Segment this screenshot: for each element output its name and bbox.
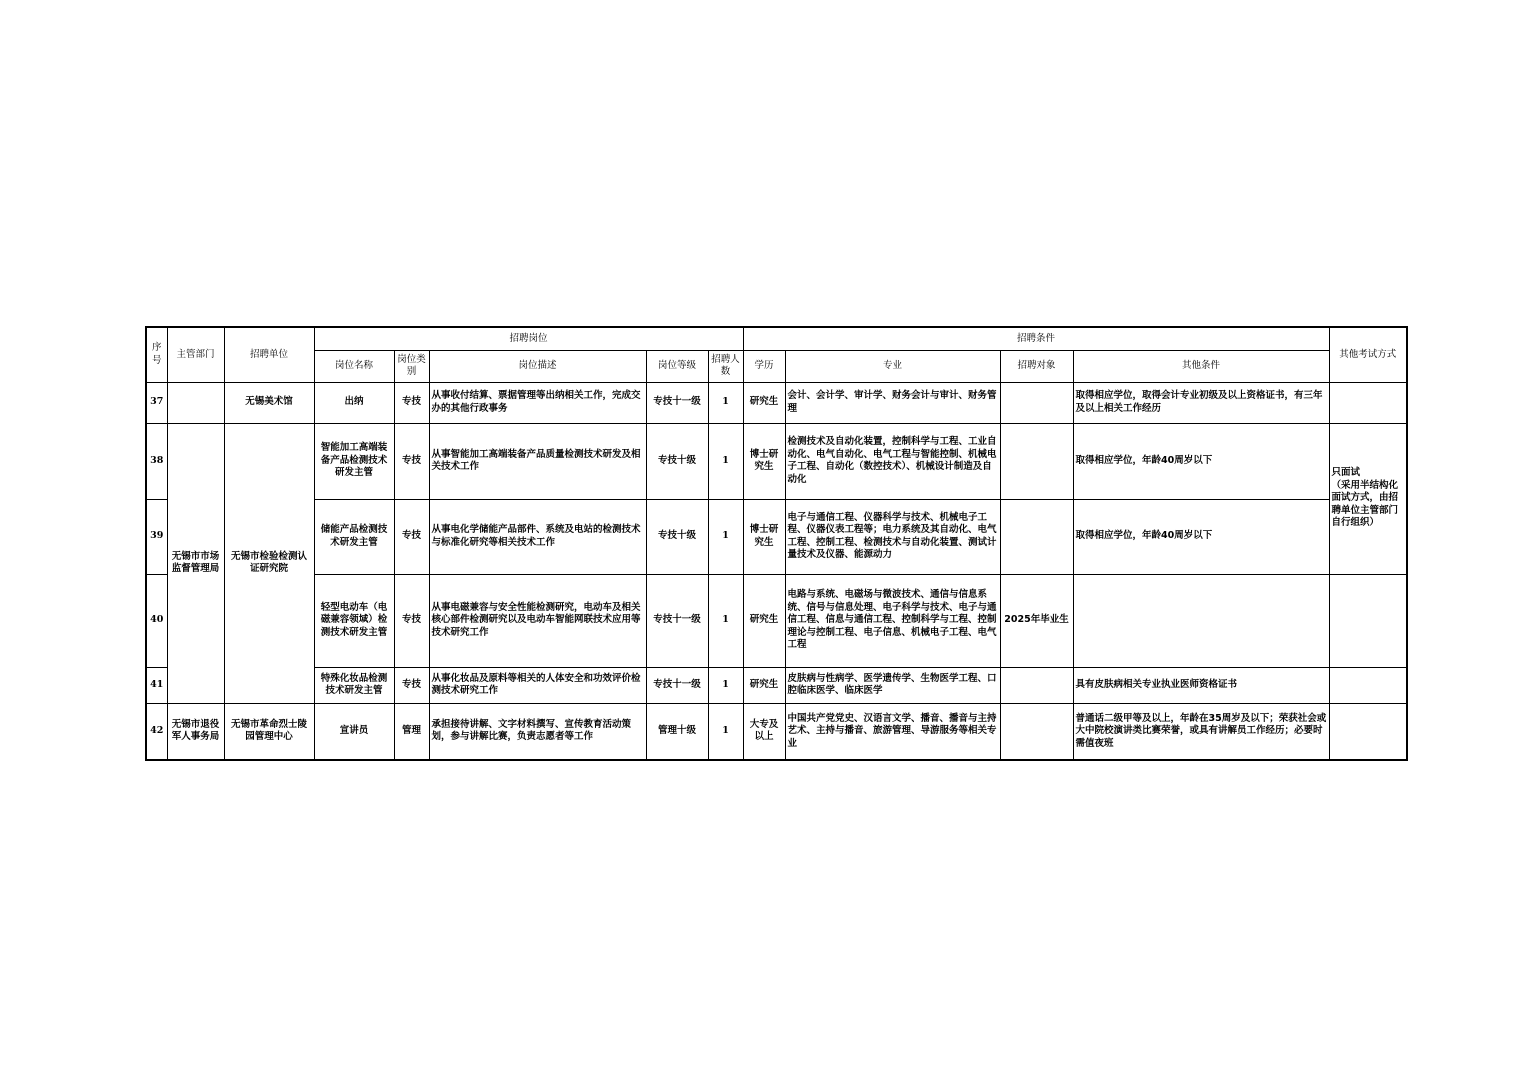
header-post-level: 岗位等级 [646,350,708,382]
row-dept [167,382,224,423]
row-edu: 博士研究生 [743,423,785,499]
row-other-cond: 具有皮肤病相关专业执业医师资格证书 [1073,667,1329,703]
header-post-name: 岗位名称 [314,350,394,382]
row-target [1000,703,1073,760]
row-edu: 研究生 [743,667,785,703]
row-target [1000,499,1073,574]
header-target: 招聘对象 [1000,350,1073,382]
row-other-cond: 取得相应学位，年龄40周岁以下 [1073,499,1329,574]
row-edu: 博士研究生 [743,499,785,574]
row-post-type: 管理 [394,703,429,760]
row-post-desc: 从事智能加工高端装备产品质量检测技术研发及相关技术工作 [429,423,646,499]
header-post-desc: 岗位描述 [429,350,646,382]
row-other-cond: 取得相应学位，年龄40周岁以下 [1073,423,1329,499]
row-post-desc: 从事化妆品及原料等相关的人体安全和功效评价检测技术研究工作 [429,667,646,703]
row-major: 皮肤病与性病学、医学遗传学、生物医学工程、口腔临床医学、临床医学 [785,667,1000,703]
row-edu: 大专及以上 [743,703,785,760]
exam-merged-cell [1329,423,1407,574]
row-other-exam [1329,574,1407,667]
header-post-type: 岗位类别 [394,350,429,382]
row-post-count: 1 [708,382,743,423]
header-major: 专业 [785,350,1000,382]
header-unit: 招聘单位 [224,327,314,382]
row-post-level: 专技十一级 [646,667,708,703]
row-post-name: 轻型电动车（电磁兼容领域）检测技术研发主管 [314,574,394,667]
table-header [146,327,1407,382]
row-post-name: 出纳 [314,382,394,423]
table-row [146,703,1407,760]
row-post-level: 管理十级 [646,703,708,760]
row-other-exam [1329,667,1407,703]
row-post-name: 储能产品检测技术研发主管 [314,499,394,574]
row-post-level: 专技十一级 [646,574,708,667]
row-target [1000,423,1073,499]
row-major: 检测技术及自动化装置，控制科学与工程、工业自动化、电气自动化、电气工程与智能控制、机械电子工程、自动化（数控技术）、机械设计制造及自动化 [785,423,1000,499]
row-seq: 39 [146,499,167,574]
table-row [146,382,1407,423]
unit-merged-cell: 无锡市检验检测认证研究院 [224,423,314,703]
row-post-level: 专技十级 [646,499,708,574]
header-other-exam: 其他考试方式 [1329,327,1407,382]
row-post-name: 宣讲员 [314,703,394,760]
row-post-type: 专技 [394,499,429,574]
row-dept: 无锡市退役军人事务局 [167,703,224,760]
header-edu: 学历 [743,350,785,382]
row-edu: 研究生 [743,382,785,423]
header-other-cond: 其他条件 [1073,350,1329,382]
dept-merged-cell: 无锡市市场监督管理局 [167,423,224,703]
header-seq: 序号 [146,327,167,382]
row-other-cond [1073,574,1329,667]
row-post-type: 专技 [394,382,429,423]
row-post-type: 专技 [394,667,429,703]
row-seq: 42 [146,703,167,760]
row-major: 中国共产党党史、汉语言文学、播音、播音与主持艺术、主持与播音、旅游管理、导游服务等相关专业 [785,703,1000,760]
row-post-name: 智能加工高端装备产品检测技术研发主管 [314,423,394,499]
header-cond-group: 招聘条件 [743,327,1329,350]
row-post-count: 1 [708,499,743,574]
exam-merged-text: 只面试 （采用半结构化面试方式，由招聘单位主管部门自行组织） [1331,467,1399,529]
row-other-cond: 取得相应学位，取得会计专业初级及以上资格证书，有三年及以上相关工作经历 [1073,382,1329,423]
row-seq: 38 [146,423,167,499]
header-post-group: 招聘岗位 [314,327,743,350]
row-other-exam [1329,703,1407,760]
row-major: 电路与系统、电磁场与微波技术、通信与信息系统、信号与信息处理、电子科学与技术、电子与通信工程、信息与通信工程、控制科学与工程、控制理论与控制工程、电子信息、机械电子工程、电气工程 [785,574,1000,667]
row-post-count: 1 [708,667,743,703]
row-post-level: 专技十级 [646,423,708,499]
row-post-type: 专技 [394,574,429,667]
row-post-desc: 从事收付结算、票据管理等出纳相关工作，完成交办的其他行政事务 [429,382,646,423]
row-edu: 研究生 [743,574,785,667]
row-post-level: 专技十一级 [646,382,708,423]
row-post-desc: 承担接待讲解、文字材料撰写、宣传教育活动策划，参与讲解比赛，负责志愿者等工作 [429,703,646,760]
row-target [1000,382,1073,423]
row-major: 电子与通信工程、仪器科学与技术、机械电子工程、仪器仪表工程等；电力系统及其自动化、电气工程、控制工程、检测技术与自动化装置、测试计量技术及仪器、能源动力 [785,499,1000,574]
row-major: 会计、会计学、审计学、财务会计与审计、财务管理 [785,382,1000,423]
row-target [1000,667,1073,703]
row-post-count: 1 [708,423,743,499]
row-post-desc: 从事电磁兼容与安全性能检测研究，电动车及相关核心部件检测研究以及电动车智能网联技术应用等技术研究工作 [429,574,646,667]
row-post-name: 特殊化妆品检测技术研发主管 [314,667,394,703]
table-row [146,499,1407,574]
table-row [146,423,1407,499]
row-seq: 40 [146,574,167,667]
table-row [146,574,1407,667]
row-post-count: 1 [708,703,743,760]
row-unit: 无锡美术馆 [224,382,314,423]
header-dept: 主管部门 [167,327,224,382]
recruitment-table [145,326,1408,761]
row-other-exam [1329,382,1407,423]
row-post-desc: 从事电化学储能产品部件、系统及电站的检测技术与标准化研究等相关技术工作 [429,499,646,574]
row-seq: 37 [146,382,167,423]
row-other-cond: 普通话二级甲等及以上，年龄在35周岁及以下；荣获社会或大中院校演讲类比赛荣誉，或具有讲解员工作经历；必要时需值夜班 [1073,703,1329,760]
header-post-count: 招聘人数 [708,350,743,382]
row-unit: 无锡市革命烈士陵园管理中心 [224,703,314,760]
row-post-count: 1 [708,574,743,667]
row-seq: 41 [146,667,167,703]
row-post-type: 专技 [394,423,429,499]
table-row [146,667,1407,703]
row-target: 2025年毕业生 [1000,574,1073,667]
